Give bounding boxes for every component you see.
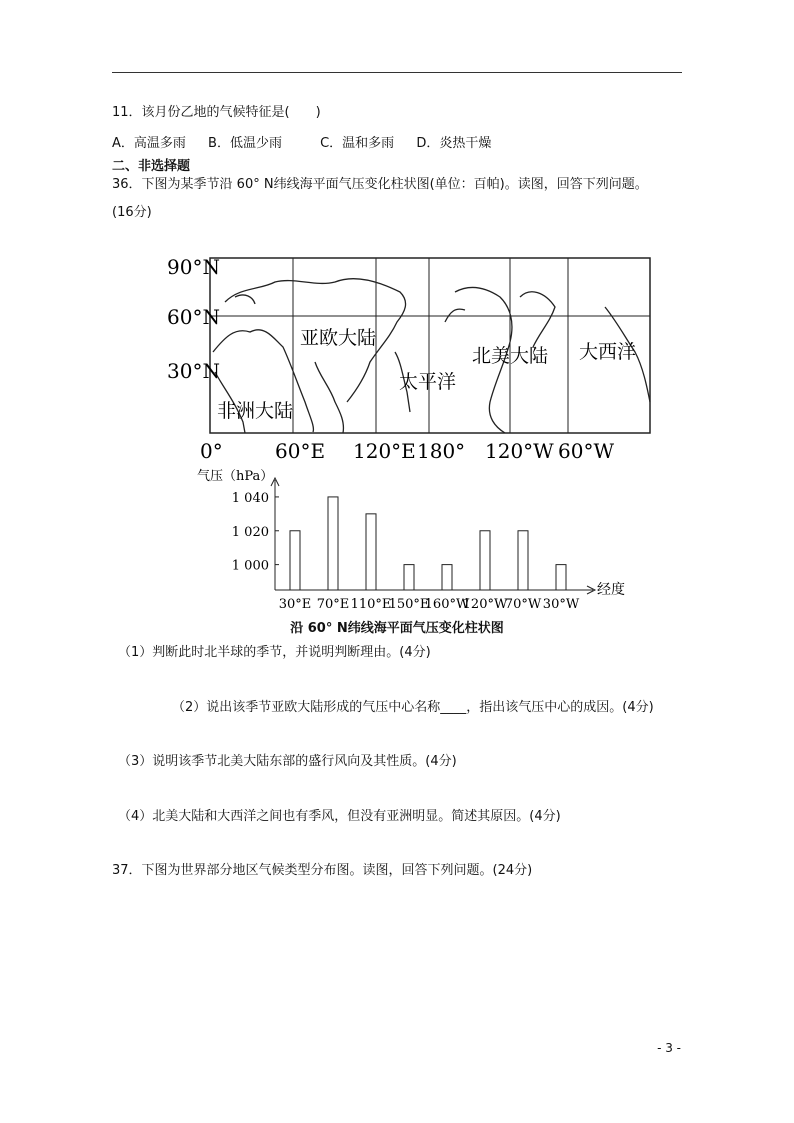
q36-sub4: （4）北美大陆和大西洋之间也有季风，但没有亚洲明显。简述其原因。(4分) [118,809,561,824]
bar-6 [518,531,528,590]
lon-label-120w: 120°W [485,439,554,463]
q11-option-a: A．高温多雨 [112,136,186,151]
section-title: 二、非选择题 [112,159,191,174]
lon-label-60w: 60°W [558,439,615,463]
q37-stem: 37．下图为世界部分地区气候类型分布图。读图，回答下列问题。(24分) [112,863,533,878]
bar-7 [556,565,566,590]
bar-5 [480,531,490,590]
chart-caption: 沿 60° N纬线海平面气压变化柱状图 [290,621,504,636]
q11-stem: 11．该月份乙地的气候特征是( ) [112,105,321,120]
header-rule [112,72,682,73]
q36-sub1: （1）判断此时北半球的季节，并说明判断理由。(4分) [118,645,431,660]
bar-0 [290,531,300,590]
x-tick-label-7: 30°W [542,597,580,612]
world-map [165,252,655,464]
q11-option-c: C．温和多雨 [320,136,395,151]
chart-ylabel: 气压（hPa） [197,469,274,484]
x-tick-label-4: 160°W [424,597,470,612]
x-tick-label-5: 120°W [462,597,508,612]
y-tick-label-0: 1 000 [231,558,269,574]
bar-1 [328,497,338,590]
lon-label-0: 0° [200,439,223,463]
lat-label-60n: 60°N [167,305,220,329]
x-tick-label-3: 150°E [388,597,430,612]
y-tick-label-2: 1 040 [231,490,269,506]
lat-label-30n: 30°N [167,359,220,383]
y-tick-label-1: 1 020 [231,524,269,540]
x-tick-label-2: 110°E [350,597,392,612]
lat-label-90n: 90°N [167,255,220,279]
q36-stem-line1: 36．下图为某季节沿 60° N纬线海平面气压变化柱状图(单位：百帕)。读图，回答下列问题。 [112,177,648,192]
region-label-pacific: 太平洋 [399,371,457,393]
x-tick-label-6: 70°W [504,597,542,612]
q11-options [112,135,509,153]
lon-label-120e: 120°E [353,439,416,463]
bar-3 [404,565,414,590]
chart-xlabel: 经度 [597,582,625,598]
region-label-atlantic: 大西洋 [579,341,637,363]
page-number: - 3 - [657,1041,681,1055]
q11-option-b: B．低温少雨 [208,136,282,151]
x-tick-label-0: 30°E [278,597,312,612]
region-label-eurasia: 亚欧大陆 [300,327,377,349]
q11-option-d: D．炎热干燥 [416,136,492,151]
bar-4 [442,565,452,590]
region-label-north-america: 北美大陆 [472,345,549,367]
region-label-africa: 非洲大陆 [217,400,294,422]
lon-label-60e: 60°E [275,439,326,463]
q36-stem-line2: (16分) [112,205,152,220]
pressure-bar-chart [195,466,635,614]
bar-2 [366,514,376,590]
q36-sub3: （3）说明该季节北美大陆东部的盛行风向及其性质。(4分) [118,754,457,769]
q36-sub2: （2）说出该季节亚欧大陆形成的气压中心名称____，指出该气压中心的成因。(4分) [172,700,654,715]
x-tick-label-1: 70°E [316,597,350,612]
lon-label-180: 180° [417,439,466,463]
